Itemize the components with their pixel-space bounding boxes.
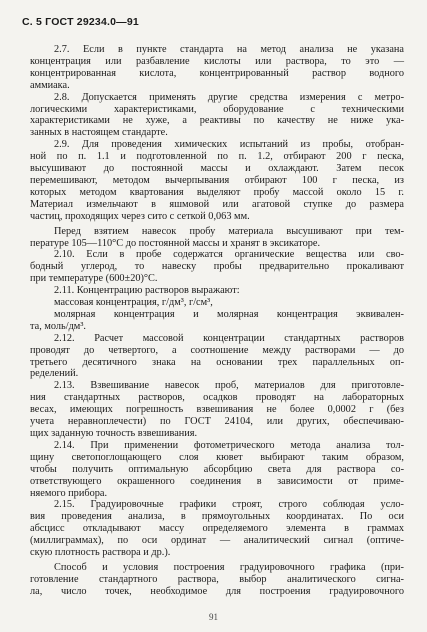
text-line: ния стандартных растворов, осадков проводят на лабораторных: [30, 392, 404, 404]
text-line: чтобы получить оптимальную абсорбцию света для раствора со-: [30, 463, 404, 475]
text-line: перемешивают, методом вычерпывания отбирают 100 г песка, из: [30, 174, 404, 186]
paragraph-graph-method: [30, 562, 404, 598]
text-line: 2.13. Взвешивание навесок проб, материалов для приготовле-: [54, 380, 404, 392]
text-line: 2.10. Если в пробе содержатся органические вещества или сво-: [54, 249, 404, 261]
text-line: ответствующего окрашенного соединения в зависимости от приме-: [30, 475, 404, 487]
text-line: щину светопоглощающего слоя кювет выбирают таким образом,: [30, 451, 404, 463]
text-line: 2.11. Концентрацию растворов выражают:: [54, 285, 240, 297]
text-line: логическими характеристиками, оборудование с техническими: [30, 103, 404, 115]
text-line: высушивают до постоянной массы и охлаждают. Затем песок: [30, 163, 404, 175]
paragraph-drying: [30, 226, 404, 250]
paragraph-2-11: [30, 285, 404, 333]
text-line: при температуре (600±20)°С.: [30, 273, 158, 285]
text-line: проводят до четвертого, а соотношение между растворами — до: [30, 344, 404, 356]
text-line: 2.14. При применении фотометрического метода анализа тол-: [54, 439, 404, 451]
page-header: С. 5 ГОСТ 29234.0—91: [22, 16, 139, 28]
paragraph-2-10: [30, 249, 404, 285]
paragraph-2-7: [30, 44, 404, 92]
paragraph-2-12: [30, 333, 404, 381]
text-line: аммиака.: [30, 79, 70, 91]
text-line: учета неравноплечести) по ГОСТ 24104, или других, обеспечиваю-: [30, 416, 404, 428]
paragraph-2-9: [30, 139, 404, 222]
text-line: массовая концентрация, г/дм³, г/см³,: [54, 297, 213, 309]
text-line: частиц, проходящих через сито с сеткой 0,063 мм.: [30, 210, 250, 222]
text-line: 2.8. Допускается применять другие средства измерения с метро-: [54, 91, 404, 103]
paragraph-2-8: [30, 92, 404, 140]
text-line: няемого прибора.: [30, 487, 108, 499]
document-body: [30, 44, 404, 598]
text-line: третьего десятичного знака на основании трех параллельных оп-: [30, 356, 404, 368]
text-line: ной по п. 1.1 и подготовленной по п. 1.2, отбирают 200 г песка,: [30, 151, 404, 163]
text-line: вия проведения анализа, в прямоугольных координатах. По оси: [30, 511, 404, 523]
text-line: щих заданную точность взвешивания.: [30, 428, 198, 439]
text-line: (миллиграммах), по оси ординат — аналитический сигнал (оптиче-: [30, 535, 404, 547]
text-line: та, моль/дм³.: [30, 320, 86, 332]
text-line: готовление стандартного раствора, выбор аналитического сигна-: [30, 573, 404, 585]
text-line: концентрированная кислота, концентрированный раствор водного: [30, 67, 404, 79]
text-line: 2.15. Градуировочные графики строят, строго соблюдая усло-: [54, 499, 404, 511]
text-line: бодный углерод, то навеску пробы предварительно прокаливают: [30, 261, 404, 273]
text-line: 2.9. Для проведения химических испытаний из пробы, отобран-: [54, 139, 404, 151]
text-line: занных в настоящем стандарте.: [30, 127, 168, 139]
text-line: которых методом квартования выделяют пробу массой около 15 г.: [30, 186, 404, 198]
text-line: характеристиками не хуже, а реактивы по качеству не ниже ука-: [30, 115, 404, 127]
text-line: Перед взятием навесок пробу материала высушивают при тем-: [54, 225, 404, 237]
text-line: ределений.: [30, 368, 79, 380]
text-line: 2.12. Расчет массовой концентрации стандартных растворов: [54, 332, 404, 344]
paragraph-2-13: [30, 380, 404, 440]
text-line: пературе 105—110°С до постоянной массы и хранят в эксикаторе.: [30, 237, 321, 249]
text-line: весах, имеющих погрешность взвешивания не более 0,0002 г (без: [30, 404, 404, 416]
text-line: Способ и условия построения градуировочного графика (при-: [54, 561, 404, 573]
paragraph-2-14: [30, 440, 404, 500]
text-line: абсцисс откладывают массу определяемого элемента в граммах: [30, 523, 404, 535]
text-line: 2.7. Если в пункте стандарта на метод анализа не указана: [54, 44, 404, 55]
text-line: скую плотность раствора и др.).: [30, 547, 171, 559]
text-line: Материал измельчают в яшмовой или агатовой ступке до размера: [30, 198, 404, 210]
paragraph-2-15: [30, 499, 404, 559]
page-number: 91: [209, 612, 218, 622]
text-line: концентрация или разбавление кислоты или раствора, то это —: [30, 55, 404, 67]
text-line: молярная концентрация и молярная концентрация эквивален-: [54, 308, 404, 320]
text-line: ла, число точек, необходимое для построения градуировочного: [30, 585, 404, 597]
